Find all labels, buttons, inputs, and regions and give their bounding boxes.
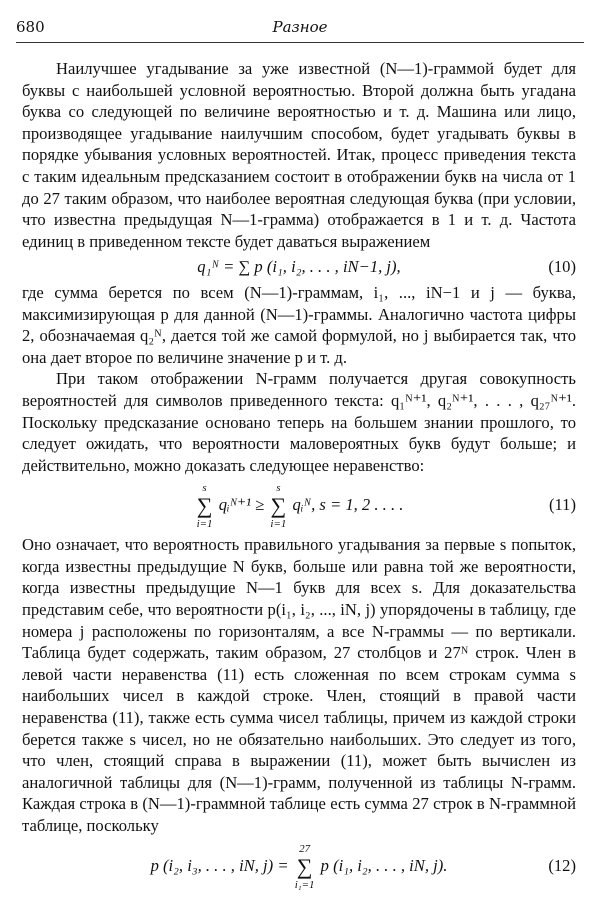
sum-symbol-27: 27 ∑ i₁=1 xyxy=(294,842,315,891)
paragraph-2: где сумма берется по всем (N—1)-граммам, i₁, ..., iN−1 и j — буква, максимизирующая p для данной (N—1)-граммы. Аналогично частота цифры 2, обозначаемая q₂ᴺ, дается той же самой формулой, но j выбирается так, что она дает второе по величине значение p и т. д. xyxy=(22,282,576,367)
sum-symbol-left: s ∑ i=1 xyxy=(196,482,213,531)
paragraph-1: Наилучшее угадывание за уже известной (N—1)-граммой будет для буквы с наибольшей условной вероятностью. Второй должна быть угадана буква со следующей по величине вероятностью и т. д. Машина или лицо, производящее угадывание наилучшим способом, будет угадывать буквы в порядке убывания условных вероятностей. Итак, процесс приведения текста с таким идеальным предсказанием состоит в отображении букв на числа от 1 до 27 таким образом, что наиболее вероятная следующая буква (при условии, что известна предыдущая N—1-грамма) отображается в 1 и т. д. Частота единиц в приведенном тексте будет даваться выражением xyxy=(22,59,576,251)
page-body xyxy=(22,58,576,895)
equation-12-right: p (i₁, i₂, . . . , iN, j). xyxy=(320,855,448,875)
running-title: Разное xyxy=(272,18,328,36)
equation-10 xyxy=(22,256,576,278)
header-rule xyxy=(16,42,584,43)
equation-10-number: (10) xyxy=(548,257,576,277)
page-number: 680 xyxy=(16,18,45,36)
equation-11-left: qᵢᴺ⁺¹ ≥ xyxy=(218,495,265,515)
equation-12-left: p (i₂, i₃, . . . , iN, j) = xyxy=(150,855,289,875)
page-header xyxy=(16,18,584,40)
equation-11-number: (11) xyxy=(548,495,576,515)
equation-11 xyxy=(22,480,576,530)
equation-11-right: qᵢᴺ, s = 1, 2 . . . . xyxy=(292,495,404,515)
paragraph-4: Оно означает, что вероятность правильного угадывания за первые s попыток, когда известны предыдущие N букв, больше или равна той же вероятности, когда известны предыдущие N—1 букв для всех s. Для доказательства представим себе, что вероятности p(i₁, i₂, ..., iN, j) упорядочены в таблицу, где номера j расположены по горизонталям, а все N-граммы — по вертикали. Таблица будет содержать, таким образом, 27 столбцов и 27ᴺ строк. Член в левой части неравенства (11) есть сложенная по всем строкам сумма s наибольших чисел в каждой строке. Член, стоящий в правой части неравенства (11), также есть сумма чисел таблицы, причем из каждой строки берется также s чисел, но не обязательно наибольших. Это следует из того, что член, стоящий справа в выражении (11), может быть вычислен из аналогичной таблицы для (N—1)-грамм, полученной из таблицы N-грамм. Каждая строка в (N—1)-граммной таблице есть сумма 27 строк в N-граммной таблице, поскольку xyxy=(22,535,576,835)
equation-10-body: q₁ᴺ = ∑ p (i₁, i₂, . . . , iN−1, j), xyxy=(197,257,401,277)
sum-symbol-right: s ∑ i=1 xyxy=(270,482,287,531)
equation-12 xyxy=(22,841,576,891)
equation-12-number: (12) xyxy=(548,855,576,875)
paragraph-3: При таком отображении N-грамм получается другая совокупность вероятностей для символов приведенного текста: q₁ᴺ⁺¹, q₂ᴺ⁺¹, . . . , q₂₇ᴺ⁺¹. Поскольку предсказание основано теперь на большем знании прошлого, то следует ожидать, что вероятности маловероятных букв будут больше; и действительно, можно доказать следующее неравенство: xyxy=(22,369,576,475)
